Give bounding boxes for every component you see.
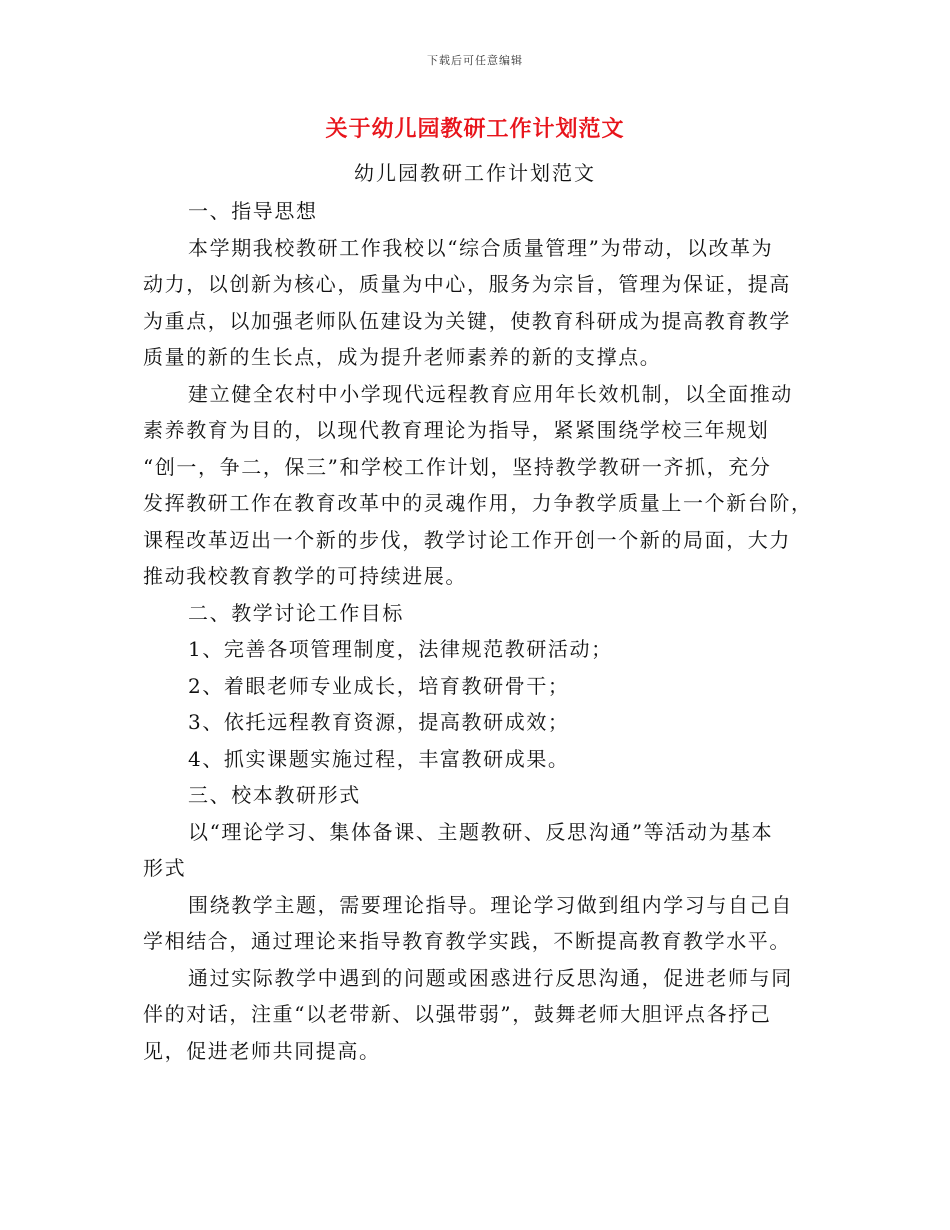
paragraph-line: 一、指导思想	[188, 199, 318, 223]
document-subtitle: 幼儿园教研工作计划范文	[354, 161, 596, 185]
paragraph-line: 2、着眼老师专业成长，培育教研骨干；	[188, 673, 570, 698]
paragraph-line: 课程改革迈出一个新的步伐，教学讨论工作开创一个新的局面，大力	[143, 527, 791, 552]
paragraph-line: 三、校本教研形式	[188, 783, 361, 807]
paragraph-line: 二、教学讨论工作目标	[188, 600, 404, 625]
paragraph-line: 本学期我校教研工作我校以“综合质量管理”为带动，以改革为	[188, 235, 774, 260]
paragraph-line: 素养教育为目的，以现代教育理论为指导，紧紧围绕学校三年规划	[143, 418, 770, 442]
paragraph-line: 4、抓实课题实施过程，丰富教研成果。	[188, 746, 570, 771]
paragraph-line: 3、依托远程教育资源，提高教研成效；	[188, 710, 570, 734]
paragraph-line: 动力，以创新为核心，质量为中心，服务为宗旨，管理为保证，提高	[143, 272, 791, 296]
paragraph-line: 通过实际教学中遇到的问题或困惑进行反思沟通，促进老师与同	[188, 965, 793, 990]
paragraph-line: 发挥教研工作在教育改革中的灵魂作用，力争教学质量上一个新台阶，	[143, 491, 813, 515]
paragraph-line: 质量的新的生长点，成为提升老师素养的新的支撑点。	[143, 345, 662, 369]
download-note: 下载后可任意编辑	[427, 54, 523, 67]
document-body	[143, 193, 813, 1069]
paragraph-line: 建立健全农村中小学现代远程教育应用年长效机制，以全面推动	[188, 381, 793, 406]
paragraph-line: 1、完善各项管理制度，法律规范教研活动；	[188, 637, 613, 661]
document-title: 关于幼儿园教研工作计划范文	[325, 116, 625, 142]
paragraph-line: 见，促进老师共同提高。	[143, 1038, 381, 1063]
paragraph-line: “创一，争二，保三”和学校工作计划，坚持教学教研一齐抓，充分	[143, 454, 772, 479]
paragraph-line: 伴的对话，注重“以老带新、以强带弱”，鼓舞老师大胆评点各抒己	[143, 1002, 772, 1026]
paragraph-line: 推动我校教育教学的可持续进展。	[143, 564, 467, 588]
paragraph-line: 学相结合，通过理论来指导教育教学实践，不断提高教育教学水平。	[143, 929, 791, 953]
paragraph-line: 围绕教学主题，需要理论指导。理论学习做到组内学习与自己自	[188, 892, 793, 917]
paragraph-line: 为重点，以加强老师队伍建设为关键，使教育科研成为提高教育教学	[143, 308, 791, 333]
paragraph-line: 形式	[143, 856, 187, 880]
paragraph-line: 以“理论学习、集体备课、主题教研、反思沟通”等活动为基本	[188, 819, 774, 844]
